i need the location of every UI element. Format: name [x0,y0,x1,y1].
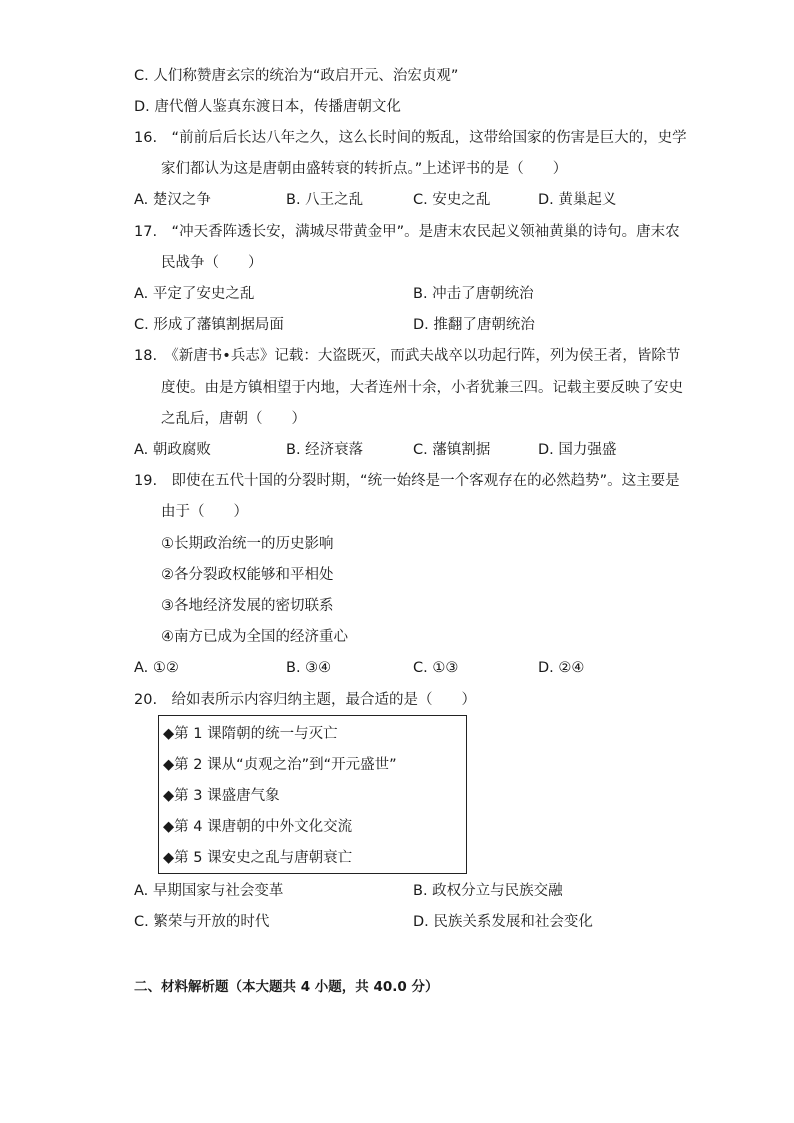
q20-option-a: A. 早期国家与社会变革 [134,883,284,899]
q19-option-a: A. ①② [134,660,179,676]
q17-option-c: C. 形成了藩镇割据局面 [134,317,284,333]
q20-box-item-2: ◆第 2 课从“贞观之治”到“开元盛世” [163,757,397,773]
q20-option-c: C. 繁荣与开放的时代 [134,914,270,930]
q16-option-b: B. 八王之乱 [286,192,364,208]
q19-item-1: ①长期政治统一的历史影响 [161,536,334,552]
q16-stem-line2: 家们都认为这是唐朝由盛转衰的转折点。”上述评书的是（ ） [161,161,568,177]
q18-stem-line2: 度使。由是方镇相望于内地，大者连州十余，小者犹兼三四。记载主要反映了安史 [161,380,683,396]
q20-option-b: B. 政权分立与民族交融 [413,883,563,899]
q19-stem-line1: 19. 即使在五代十国的分裂时期，“统一始终是一个客观存在的必然趋势”。这主要是 [134,473,680,489]
q19-option-c: C. ①③ [413,660,459,676]
q18-option-d: D. 国力强盛 [538,442,617,458]
q20-content-table [158,715,467,874]
q17-option-a: A. 平定了安史之乱 [134,286,255,302]
q19-option-d: D. ②④ [538,660,585,676]
q17-option-d: D. 推翻了唐朝统治 [413,317,535,333]
q20-box-item-4: ◆第 4 课唐朝的中外文化交流 [163,819,353,835]
q17-stem-line1: 17. “冲天香阵透长安，满城尽带黄金甲”。是唐末农民起义领袖黄巢的诗句。唐末农 [134,224,680,240]
q18-stem-line1: 18. 《新唐书•兵志》记载：大盗既灭，而武夫战卒以功起行阵，列为侯王者，皆除节 [134,348,681,364]
q16-option-c: C. 安史之乱 [413,192,491,208]
q20-option-d: D. 民族关系发展和社会变化 [413,914,593,930]
q20-box-item-1: ◆第 1 课隋朝的统一与灭亡 [163,726,338,742]
q15-option-c: C. 人们称赞唐玄宗的统治为“政启开元、治宏贞观” [134,68,459,84]
q18-stem-line3: 之乱后，唐朝（ ） [161,411,306,427]
q19-option-b: B. ③④ [286,660,332,676]
q15-option-d: D. 唐代僧人鉴真东渡日本，传播唐朝文化 [134,99,401,115]
q16-stem-line1: 16. “前前后后长达八年之久，这么长时间的叛乱，这带给国家的伤害是巨大的，史学 [134,130,687,146]
q20-stem-line1: 20. 给如表所示内容归纳主题，最合适的是（ ） [134,692,477,708]
q18-option-a: A. 朝政腐败 [134,442,211,458]
q19-item-4: ④南方已成为全国的经济重心 [161,629,348,645]
q19-item-2: ②各分裂政权能够和平相处 [161,567,334,583]
q17-option-b: B. 冲击了唐朝统治 [413,286,534,302]
q18-option-c: C. 藩镇割据 [413,442,491,458]
q18-option-b: B. 经济衰落 [286,442,364,458]
q17-stem-line2: 民战争（ ） [161,255,263,271]
q16-option-a: A. 楚汉之争 [134,192,211,208]
q20-box-item-5: ◆第 5 课安史之乱与唐朝衰亡 [163,850,353,866]
section-heading: 二、材料解析题（本大题共 4 小题，共 40.0 分） [134,979,439,995]
q19-item-3: ③各地经济发展的密切联系 [161,598,334,614]
q19-stem-line2: 由于（ ） [161,504,248,520]
q16-option-d: D. 黄巢起义 [538,192,617,208]
q20-box-item-3: ◆第 3 课盛唐气象 [163,788,280,804]
